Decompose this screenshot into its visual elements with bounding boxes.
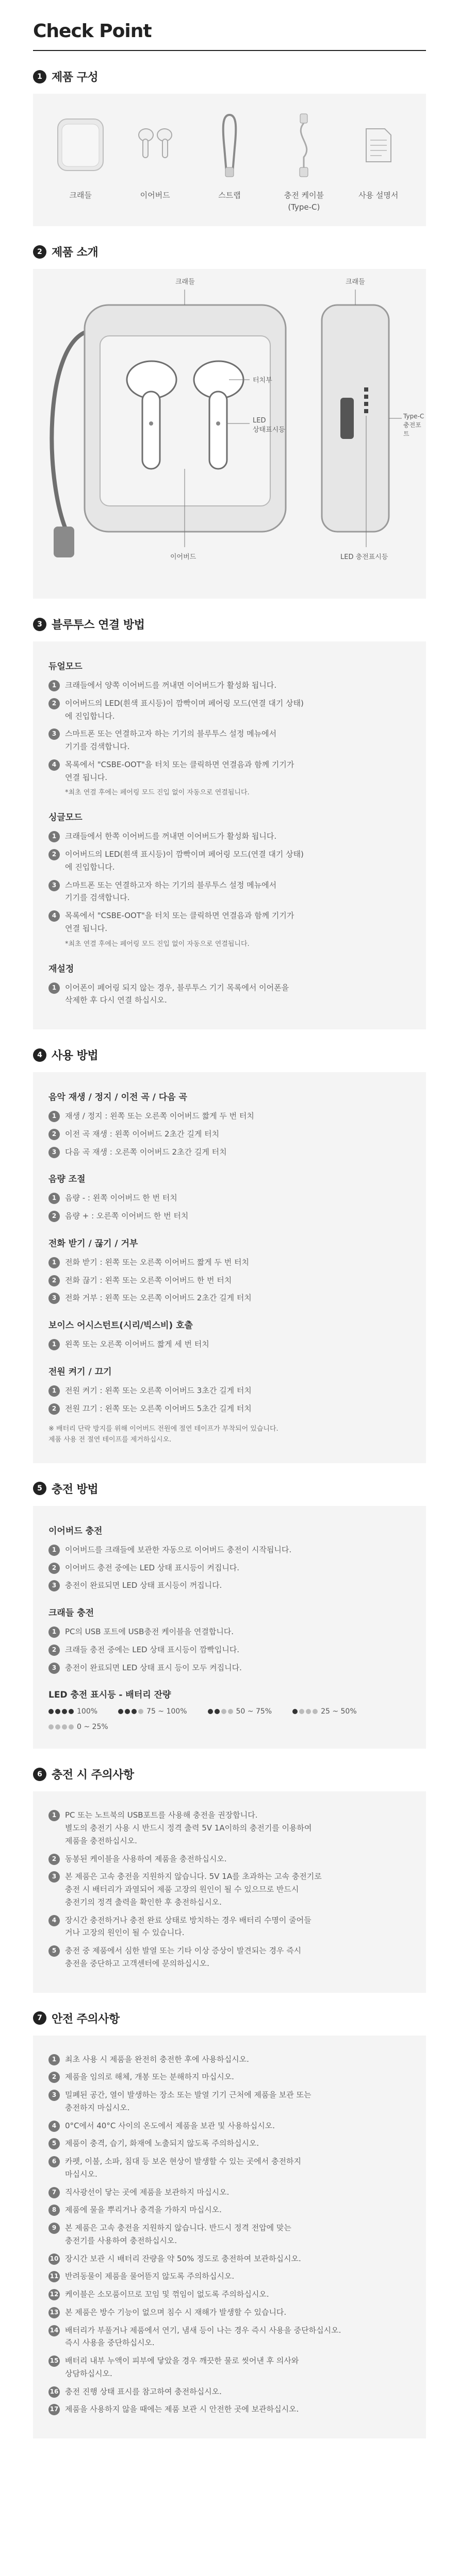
- section-header-intro: [33, 244, 426, 260]
- section-number: 7: [33, 2011, 46, 2025]
- section-number: 6: [33, 1768, 46, 1781]
- led-on-icon: [132, 1709, 137, 1714]
- list-item: 7 직사광선이 닿는 곳에 제품을 보관하지 마십시오.: [48, 2186, 411, 2199]
- list-item: 2 음량 + : 오른쪽 이어버드 한 번 터치: [48, 1210, 411, 1223]
- led-on-icon: [62, 1709, 67, 1714]
- section-header-cautions: [33, 1766, 426, 1782]
- list-item: 1 이어버드를 크래들에 보관한 자동으로 이어버드 충전이 시작됩니다.: [48, 1544, 411, 1556]
- list-item: 15 배터리 내부 누액이 피부에 닿았을 경우 깨끗한 물로 씻어낸 후 의사와 상담하십시오.: [48, 2354, 411, 2380]
- cable-image: [291, 112, 317, 179]
- component-label: 충전 케이블 (Type-C): [284, 191, 324, 212]
- single-mode-title: 싱글모드: [48, 812, 83, 823]
- list-item: 5 충전 중 제품에서 심한 발열 또는 기타 이상 증상이 발견되는 경우 즉시 충전을 중단하고 고객센터에 문의하십시오.: [48, 1944, 411, 1970]
- cautions-panel: [33, 1791, 426, 1992]
- list-item: 14 배터리가 부풀거나 제품에서 연기, 냄새 등이 나는 경우 즉시 사용을 중단하십시오. 즉시 사용을 중단하십시오.: [48, 2324, 411, 2350]
- list-item: 4 목록에서 "CSBE-OOT"을 터치 또는 클릭하면 연결음과 함께 기기가 연결 됩니다.: [48, 909, 411, 935]
- section-title: 제품 소개: [52, 246, 99, 259]
- component-label: 사용 설명서: [358, 191, 399, 200]
- product-diagram: [33, 269, 426, 599]
- list-item: 1 PC 또는 노트북의 USB포트를 사용해 충전을 권장합니다. 별도의 충전기 사용 시 반드시 정격 출력 5V 1A이하의 충전기를 이용하여 제품을 충전하십시오.: [48, 1809, 411, 1847]
- list-item: 17 제품을 사용하지 않을 때에는 제품 보관 시 안전한 곳에 보관하십시오.: [48, 2403, 411, 2416]
- usage-panel: [33, 1072, 426, 1463]
- component-strap: [201, 109, 258, 213]
- power-title: 전원 켜기 / 끄기: [48, 1366, 112, 1377]
- list-item: 1 PC의 USB 포트에 USB충전 케이블을 연결합니다.: [48, 1625, 411, 1638]
- led-level: 0 ~ 25%: [48, 1723, 108, 1731]
- led-on-icon: [48, 1709, 54, 1714]
- list-item: 3 충전이 완료되면 LED 상태 표시 등이 모두 켜집니다.: [48, 1662, 411, 1674]
- list-item: 2 이어버드 충전 중에는 LED 상태 표시등이 켜집니다.: [48, 1562, 411, 1574]
- list-item: 3 전화 거부 : 왼쪽 또는 오른쪽 이어버드 2초간 길게 터치: [48, 1292, 411, 1304]
- list-item: 16 충전 진행 상태 표시를 참고하여 충전하십시오.: [48, 2385, 411, 2398]
- led-on-icon: [55, 1709, 60, 1714]
- usage-note: ※ 배터리 단락 방지를 위해 이어버드 전원에 절연 테이프가 부착되어 있습니다. 제품 사용 전 절연 테이프를 제거하십시오.: [48, 1425, 278, 1444]
- section-header-components: [33, 69, 426, 84]
- bluetooth-panel: [33, 641, 426, 1029]
- cradle-image: [56, 117, 105, 174]
- led-level: 100%: [48, 1707, 97, 1716]
- led-dots: [292, 1709, 318, 1714]
- list-item: 8 제품에 물을 뿌리거나 충격을 가하지 마십시오.: [48, 2204, 411, 2216]
- led-dots: [208, 1709, 233, 1714]
- list-item: 13 본 제품은 방수 기능이 없으며 침수 시 재해가 발생할 수 있습니다.: [48, 2306, 411, 2319]
- list-item: 10 장시간 보관 시 배터리 잔량을 약 50% 정도로 충전하여 보관하십시오.: [48, 2252, 411, 2265]
- section-header-usage: [33, 1047, 426, 1063]
- list-item: 1 전화 받기 : 왼쪽 또는 오른쪽 이어버드 짧게 두 번 터치: [48, 1256, 411, 1269]
- section-title: 사용 방법: [52, 1049, 99, 1062]
- led-on-icon: [118, 1709, 123, 1714]
- list-item: 2 이전 곡 재생 : 왼쪽 이어버드 2초간 길게 터치: [48, 1128, 411, 1141]
- label-cradle-top: 크래들: [175, 278, 195, 286]
- section-number: 1: [33, 70, 46, 83]
- safety-panel: [33, 2036, 426, 2439]
- label-earbud: 이어버드: [170, 553, 196, 561]
- section-number: 2: [33, 245, 46, 259]
- label-earbud-led: LED 상태표시등: [253, 417, 285, 434]
- list-item: 2 이어버드의 LED(흰색 표시등)이 깜빡이며 페어링 모드(연결 대기 상태) 에 진입합니다.: [48, 697, 411, 723]
- volume-title: 음량 조절: [48, 1174, 86, 1185]
- led-legend-title: LED 충전 표시등 - 배터리 잔량: [48, 1690, 171, 1701]
- led-off-icon: [48, 1724, 54, 1730]
- list-item: 12 케이블은 소모품이므로 꼬임 및 꺾임이 없도록 주의하십시오.: [48, 2288, 411, 2301]
- list-item: 4 장시간 충전하거나 충전 완료 상태로 방치하는 경우 배터리 수명이 줄어들 거나 고장의 원인이 될 수 있습니다.: [48, 1914, 411, 1940]
- section-header-charging: [33, 1481, 426, 1497]
- led-level: 25 ~ 50%: [292, 1707, 357, 1716]
- list-item: 3 본 제품은 고속 충전을 지원하지 않습니다. 5V 1A를 초과하는 고속 충전기로 충전 시 배터리가 과열되어 제품 고장의 원인이 될 수 있으므로 반드시 충전기의 정격 출력을 확인한 후 충전하십시오.: [48, 1870, 411, 1908]
- product-intro-panel: [33, 269, 426, 599]
- dual-mode-title: 듀얼모드: [48, 662, 83, 672]
- list-item: 1 크래들에서 한쪽 이어버드를 꺼내면 이어버드가 활성화 됩니다.: [48, 830, 411, 843]
- section-number: 5: [33, 1482, 46, 1495]
- list-item: 1 전원 켜기 : 왼쪽 또는 오른쪽 이어버드 3초간 길게 터치: [48, 1384, 411, 1397]
- section-title: 충전 시 주의사항: [52, 1769, 134, 1782]
- list-item: 2 동봉된 케이블을 사용하여 제품을 충전하십시오.: [48, 1853, 411, 1866]
- component-label: 이어버드: [140, 191, 170, 200]
- led-off-icon: [138, 1709, 143, 1714]
- label-cradle-led: LED 충전표시등: [340, 553, 388, 561]
- led-off-icon: [62, 1724, 67, 1730]
- component-manual: [350, 109, 407, 213]
- led-dots: [48, 1724, 74, 1730]
- reconnect-title: 재설정: [48, 963, 74, 974]
- title-divider: [33, 50, 426, 51]
- list-item: 2 전원 끄기 : 왼쪽 또는 오른쪽 이어버드 5초간 길게 터치: [48, 1402, 411, 1415]
- led-off-icon: [306, 1709, 311, 1714]
- label-typec-port: Type-C 충전포트: [403, 413, 424, 437]
- led-off-icon: [55, 1724, 60, 1730]
- list-item: 2 이어버드의 LED(흰색 표시등)이 깜빡이며 페어링 모드(연결 대기 상태) 에 진입합니다.: [48, 848, 411, 874]
- list-item: 2 크래들 충전 중에는 LED 상태 표시등이 깜빡입니다.: [48, 1643, 411, 1656]
- label-cradle-side: 크래들: [346, 278, 365, 286]
- led-dots: [48, 1709, 74, 1714]
- section-header-safety: [33, 2010, 426, 2026]
- list-item: 5 제품이 충격, 습기, 화재에 노출되지 않도록 주의하십시오.: [48, 2137, 411, 2150]
- list-item: 1 왼쪽 또는 오른쪽 이어버드 짧게 세 번 터치: [48, 1338, 411, 1351]
- strap-image: [219, 112, 240, 179]
- list-item: 3 스마트폰 또는 연결하고자 하는 기기의 블루투스 설정 메뉴에서 기기를 검색합니다.: [48, 879, 411, 905]
- section-title: 제품 구성: [52, 71, 99, 84]
- music-title: 음악 재생 / 정지 / 이전 곡 / 다음 곡: [48, 1092, 187, 1103]
- led-on-icon: [69, 1709, 74, 1714]
- component-earbuds: [127, 109, 184, 213]
- cradle-charging-title: 크래들 충전: [48, 1608, 94, 1619]
- list-item: 2 제품을 임의로 해체, 개봉 또는 분해하지 마십시오.: [48, 2071, 411, 2083]
- list-item: 11 반려동물이 제품을 물어뜯지 않도록 주의하십시오.: [48, 2270, 411, 2283]
- section-title: 안전 주의사항: [52, 2012, 120, 2026]
- led-on-icon: [208, 1709, 213, 1714]
- list-item: 6 카펫, 이불, 소파, 침대 등 보온 현상이 발생할 수 있는 곳에서 충전하지 마십시오.: [48, 2155, 411, 2181]
- list-item: 3 밀폐된 공간, 열이 발생하는 장소 또는 발열 기기 근처에 제품을 보관 또는 충전하지 마십시오.: [48, 2089, 411, 2114]
- led-on-icon: [125, 1709, 130, 1714]
- list-item: 1 이어폰이 페어링 되지 않는 경우, 블루투스 기기 목록에서 이어폰을 삭제한 후 다시 연결 하십시오.: [48, 981, 411, 1007]
- voice-assistant-title: 보이스 어시스턴트(시리/빅스비) 호출: [48, 1320, 193, 1331]
- earbuds-image: [135, 125, 176, 166]
- led-off-icon: [69, 1724, 74, 1730]
- led-on-icon: [292, 1709, 298, 1714]
- list-item: 3 다음 곡 재생 : 오른쪽 이어버드 2초간 길게 터치: [48, 1146, 411, 1159]
- led-legend: [48, 1707, 411, 1731]
- list-item: 4 목록에서 "CSBE-OOT"을 터치 또는 클릭하면 연결음과 함께 기기가 연결 됩니다.: [48, 758, 411, 784]
- list-item: 1 크래들에서 양쪽 이어버드를 꺼내면 이어버드가 활성화 됩니다.: [48, 679, 411, 692]
- led-off-icon: [221, 1709, 226, 1714]
- led-dots: [118, 1709, 143, 1714]
- list-item: 3 스마트폰 또는 연결하고자 하는 기기의 블루투스 설정 메뉴에서 기기를 검색합니다.: [48, 727, 411, 753]
- component-cable: [275, 109, 332, 213]
- led-on-icon: [215, 1709, 220, 1714]
- led-off-icon: [313, 1709, 318, 1714]
- led-off-icon: [228, 1709, 233, 1714]
- led-level: 75 ~ 100%: [118, 1707, 187, 1716]
- earbud-charging-title: 이어버드 충전: [48, 1526, 103, 1536]
- led-off-icon: [299, 1709, 304, 1714]
- component-label: 크래들: [69, 191, 92, 200]
- list-item: 3 충전이 완료되면 LED 상태 표시등이 꺼집니다.: [48, 1579, 411, 1592]
- section-title: 충전 방법: [52, 1483, 99, 1496]
- list-item: 1 최초 사용 시 제품을 완전히 충전한 후에 사용하십시오.: [48, 2053, 411, 2066]
- manual-image: [364, 127, 393, 164]
- item-note: *최초 연결 후에는 페어링 모드 진입 없이 자동으로 연결됩니다.: [65, 940, 250, 948]
- page-title: Check Point: [33, 21, 152, 42]
- item-note: *최초 연결 후에는 페어링 모드 진입 없이 자동으로 연결됩니다.: [65, 789, 250, 797]
- led-level: 50 ~ 75%: [208, 1707, 272, 1716]
- label-touch-area: 터치부: [253, 377, 272, 384]
- list-item: 1 음량 - : 왼쪽 이어버드 한 번 터치: [48, 1192, 411, 1205]
- section-number: 4: [33, 1048, 46, 1062]
- list-item: 2 전화 끊기 : 왼쪽 또는 오른쪽 이어버드 한 번 터치: [48, 1274, 411, 1287]
- list-item: 1 재생 / 정지 : 왼쪽 또는 오른쪽 이어버드 짧게 두 번 터치: [48, 1110, 411, 1123]
- charging-panel: [33, 1506, 426, 1749]
- section-title: 블루투스 연결 방법: [52, 619, 145, 632]
- components-panel: [33, 94, 426, 226]
- section-header-bluetooth: [33, 616, 426, 632]
- call-title: 전화 받기 / 끊기 / 거부: [48, 1238, 138, 1249]
- component-cradle: [52, 109, 109, 213]
- list-item: 9 본 제품은 고속 충전을 지원하지 않습니다. 반드시 정격 전압에 맞는 충전기를 사용하여 충전하십시오.: [48, 2222, 411, 2247]
- section-number: 3: [33, 618, 46, 631]
- component-label: 스트랩: [218, 191, 241, 200]
- list-item: 4 0°C에서 40°C 사이의 온도에서 제품을 보관 및 사용하십시오.: [48, 2120, 411, 2132]
